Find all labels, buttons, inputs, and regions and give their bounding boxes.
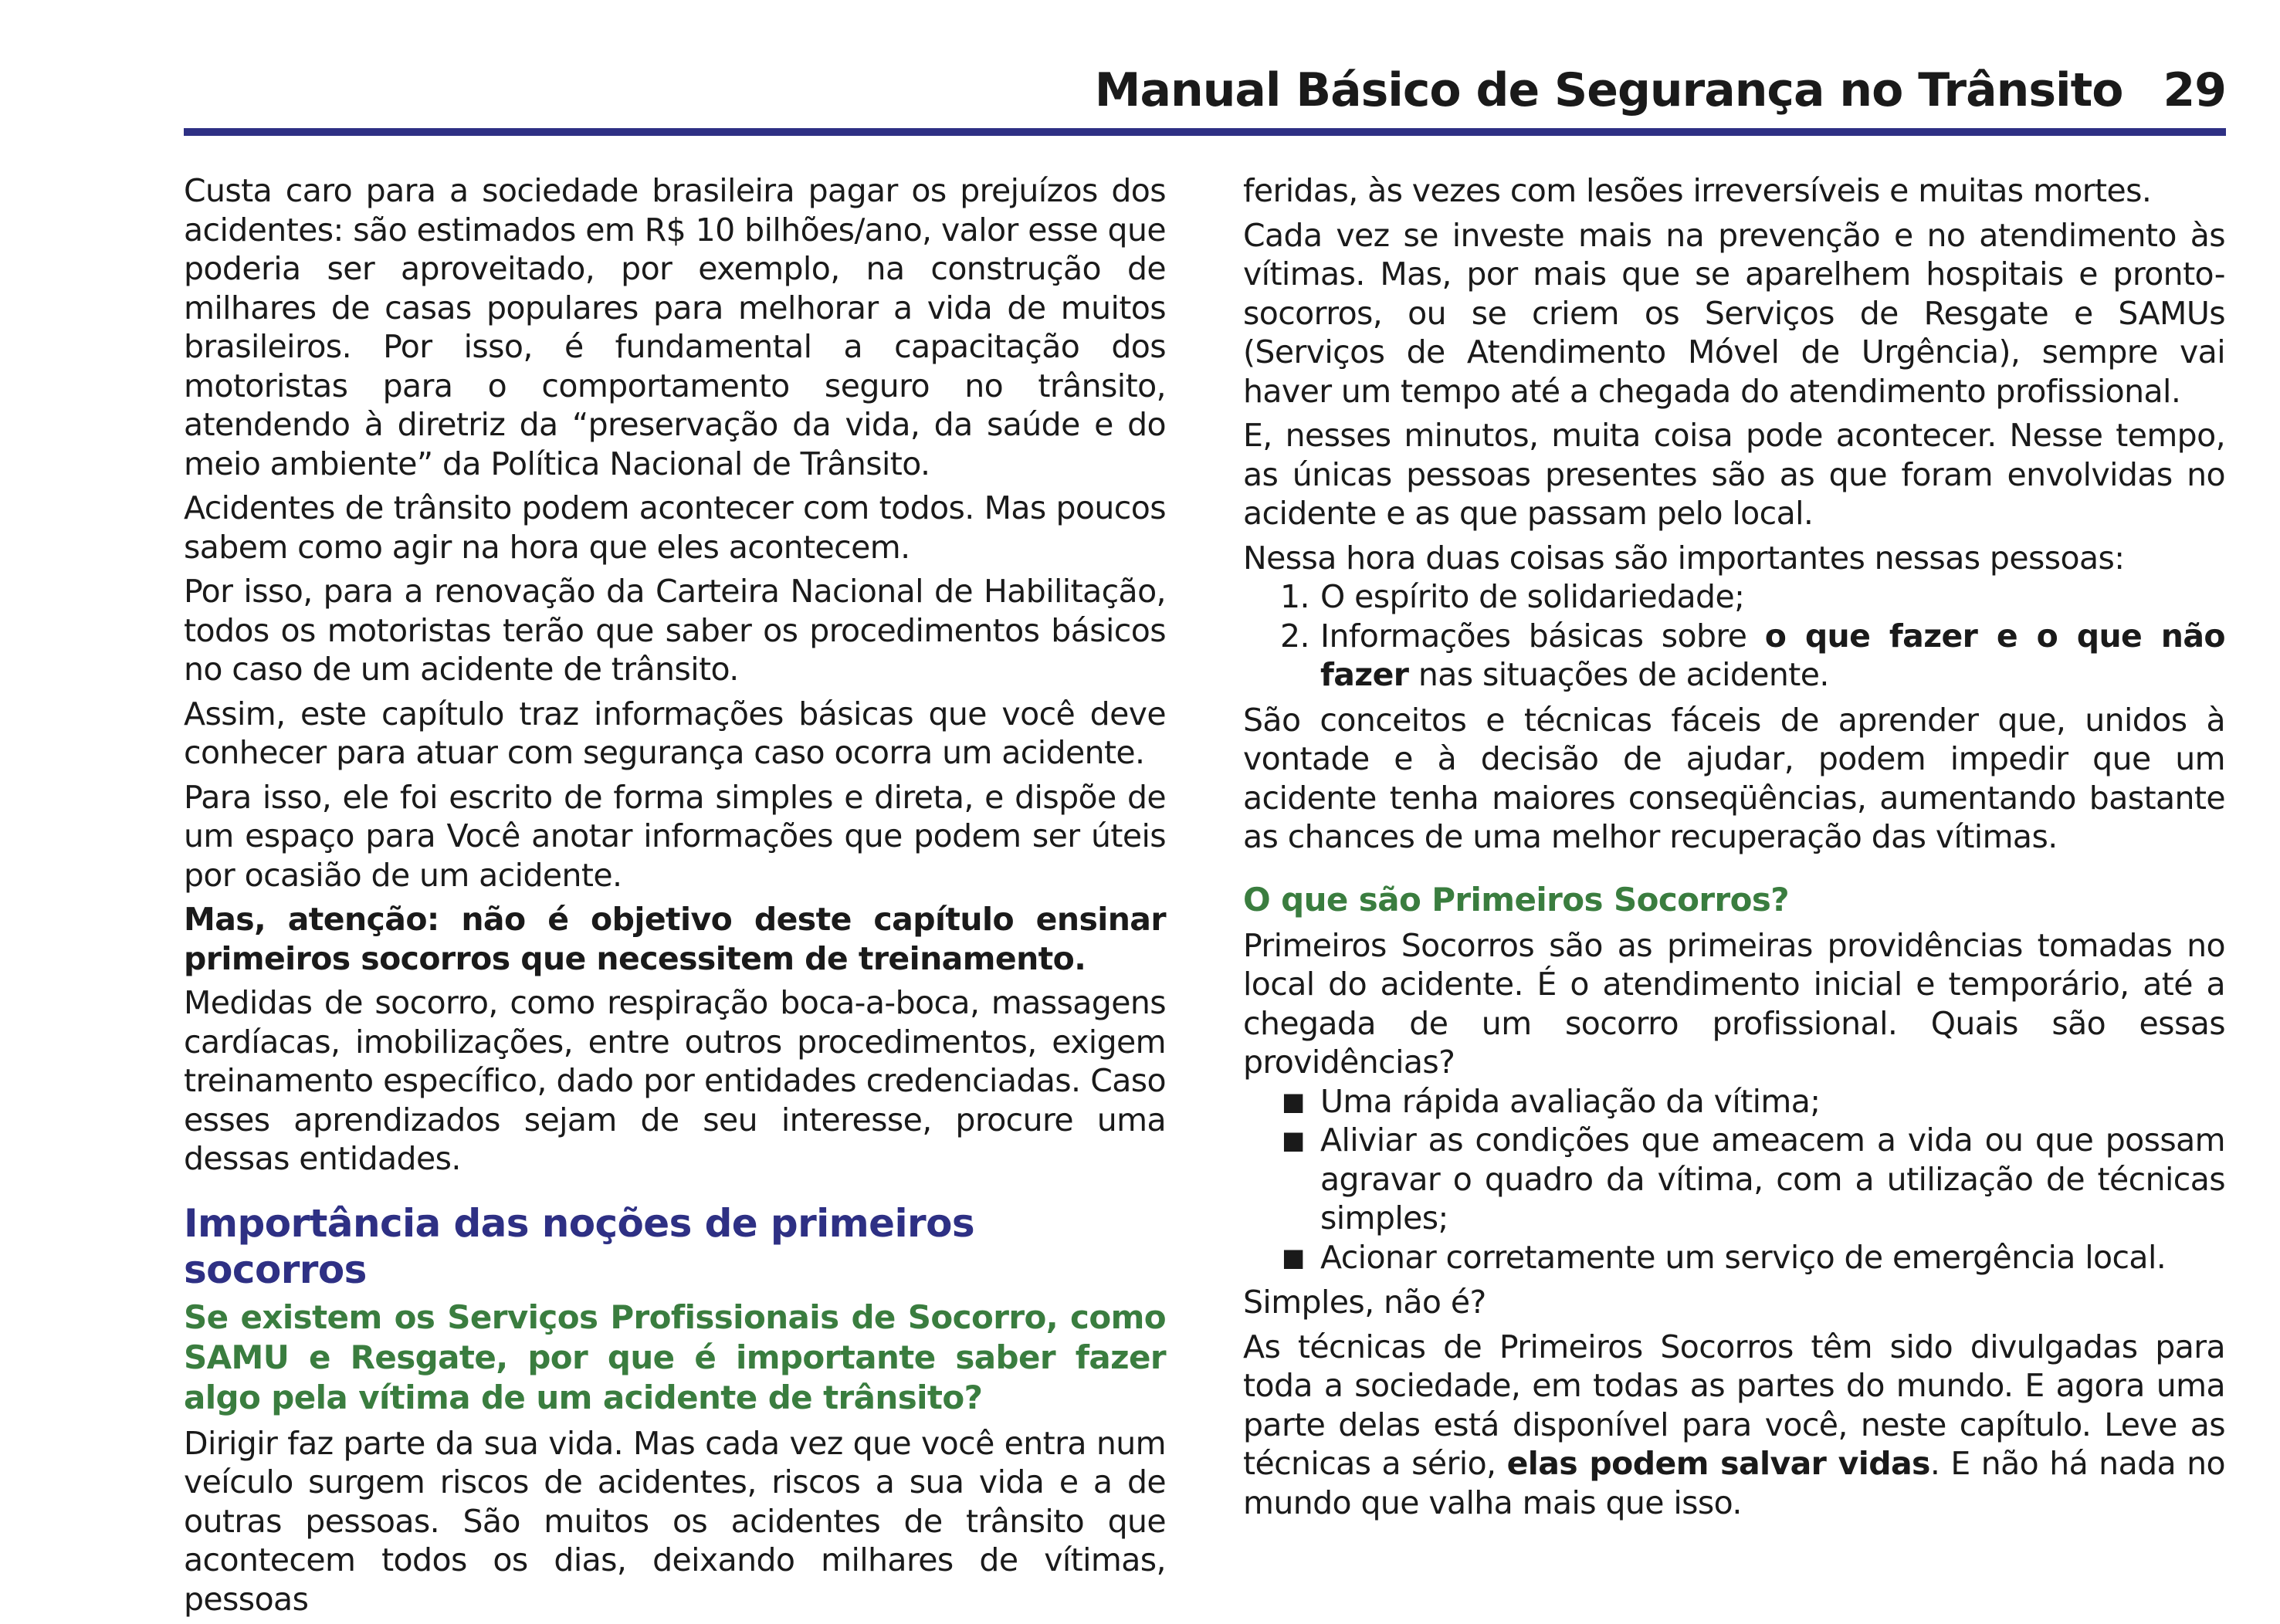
- bold-text: elas podem salvar vidas: [1506, 1445, 1930, 1482]
- square-bullet-icon: ■: [1282, 1242, 1305, 1272]
- list-item: [1243, 617, 2225, 695]
- list-text: Informações básicas sobre: [1320, 617, 1765, 655]
- paragraph: E, nesses minutos, muita coisa pode acontecer. Nesse tempo, as únicas pessoas presentes são as que foram envolvidas no acidente e as que passam pelo local.: [1243, 417, 2225, 532]
- paragraph: Primeiros Socorros são as primeiras providências tomadas no local do acidente. É o atendimento inicial e temporário, até a chegada de um socorro profissional. Quais são essas providências?: [1243, 926, 2225, 1081]
- left-column: [184, 171, 1166, 1624]
- square-bullet-icon: ■: [1282, 1086, 1305, 1116]
- subsection-heading: O que são Primeiros Socorros?: [1243, 880, 1790, 919]
- text: . E não há nada no mundo que valha mais que isso.: [1243, 1445, 2225, 1521]
- paragraph: feridas, às vezes com lesões irreversíveis e muitas mortes.: [1243, 172, 2152, 209]
- list-number: 2.: [1280, 617, 1309, 655]
- paragraph: Nessa hora duas coisas são importantes nessas pessoas:: [1243, 539, 2125, 577]
- bold-warning: [184, 900, 1166, 978]
- list-item: [1243, 1082, 2225, 1122]
- list-text: Acionar corretamente um serviço de emergência local.: [1320, 1238, 2167, 1276]
- running-header: [1095, 63, 2226, 117]
- paragraph: Por isso, para a renovação da Carteira Nacional de Habilitação, todos os motoristas terão que saber os procedimentos básicos no caso de um acidente de trânsito.: [184, 573, 1166, 688]
- warning-text: Mas, atenção: não é objetivo deste capítulo ensinar primeiros socorros que necessitem de treinamento.: [184, 901, 1166, 977]
- paragraph: [1243, 1328, 2225, 1523]
- bullet-list: [1243, 1082, 2225, 1277]
- list-text: nas situações de acidente.: [1408, 656, 1829, 693]
- section-heading: Importância das noções de primeiros socorros: [184, 1200, 974, 1292]
- paragraph: São conceitos e técnicas fáceis de aprender que, unidos à vontade e à decisão de ajudar, podem impedir que um acidente tenha maiores conseqüências, aumentando bastante as chances de uma melhor recuperação das vítimas.: [1243, 701, 2225, 855]
- list-text: Uma rápida avaliação da vítima;: [1320, 1082, 1821, 1120]
- paragraph: Medidas de socorro, como respiração boca-a-boca, massagens cardíacas, imobilizações, entre outros procedimentos, exigem treinamento específico, dado por entidades credenciadas. Caso esses aprendizados sejam de seu interesse, procure uma dessas entidades.: [184, 984, 1166, 1177]
- list-item: [1243, 1238, 2225, 1277]
- list-item: [1243, 1121, 2225, 1238]
- subsection-heading: Se existem os Serviços Profissionais de Socorro, como SAMU e Resgate, por que é importante saber fazer algo pela vítima de um acidente de trânsito?: [184, 1298, 1166, 1416]
- square-bullet-icon: ■: [1282, 1125, 1305, 1155]
- list-number: 1.: [1280, 578, 1309, 615]
- paragraph: Simples, não é?: [1243, 1284, 1486, 1321]
- numbered-list: [1243, 577, 2225, 695]
- paragraph: Para isso, ele foi escrito de forma simples e direta, e dispõe de um espaço para Você anotar informações que podem ser úteis por ocasião de um acidente.: [184, 778, 1166, 894]
- paragraph: Dirigir faz parte da sua vida. Mas cada vez que você entra num veículo surgem riscos de acidentes, riscos a sua vida e a de outras pessoas. São muitos os acidentes de trânsito que acontecem todos os dias, deixando milhares de vítimas, pessoas: [184, 1424, 1166, 1618]
- paragraph: Assim, este capítulo traz informações básicas que você deve conhecer para atuar com segurança caso ocorra um acidente.: [184, 695, 1166, 771]
- page-number: 29: [2163, 63, 2226, 117]
- list-item: [1243, 577, 2225, 617]
- paragraph: Acidentes de trânsito podem acontecer com todos. Mas poucos sabem como agir na hora que eles acontecem.: [184, 489, 1166, 566]
- list-text: O espírito de solidariedade;: [1320, 578, 1745, 615]
- right-column: [1243, 171, 2225, 1528]
- paragraph: Custa caro para a sociedade brasileira pagar os prejuízos dos acidentes: são estimados em R$ 10 bilhões/ano, valor esse que poderia ser aproveitado, por exemplo, na construção de milhares de casas populares para melhorar a vida de muitos brasileiros. Por isso, é fundamental a capacitação dos motoristas para o comportamento seguro no trânsito, atendendo à diretriz da “preservação da vida, da saúde e do meio ambiente” da Política Nacional de Trânsito.: [184, 172, 1166, 482]
- header-title: Manual Básico de Segurança no Trânsito: [1094, 63, 2123, 117]
- header-rule: [184, 128, 2226, 136]
- list-text: Aliviar as condições que ameacem a vida ou que possam agravar o quadro da vítima, com a utilização de técnicas simples;: [1320, 1122, 2225, 1237]
- list-bold-text: o que fazer e o que não fazer: [1320, 617, 2226, 693]
- paragraph: Cada vez se investe mais na prevenção e no atendimento às vítimas. Mas, por mais que se aparelhem hospitais e pronto-socorros, ou se criem os Serviços de Resgate e SAMUs (Serviços de Atendimento Móvel de Urgência), sempre vai haver um tempo até a chegada do atendimento profissional.: [1243, 216, 2225, 410]
- text: As técnicas de Primeiros Socorros têm sido divulgadas para toda a sociedade, em todas as partes do mundo. E agora uma parte delas está disponível para você, neste capítulo. Leve as técnicas a sério,: [1243, 1328, 2225, 1482]
